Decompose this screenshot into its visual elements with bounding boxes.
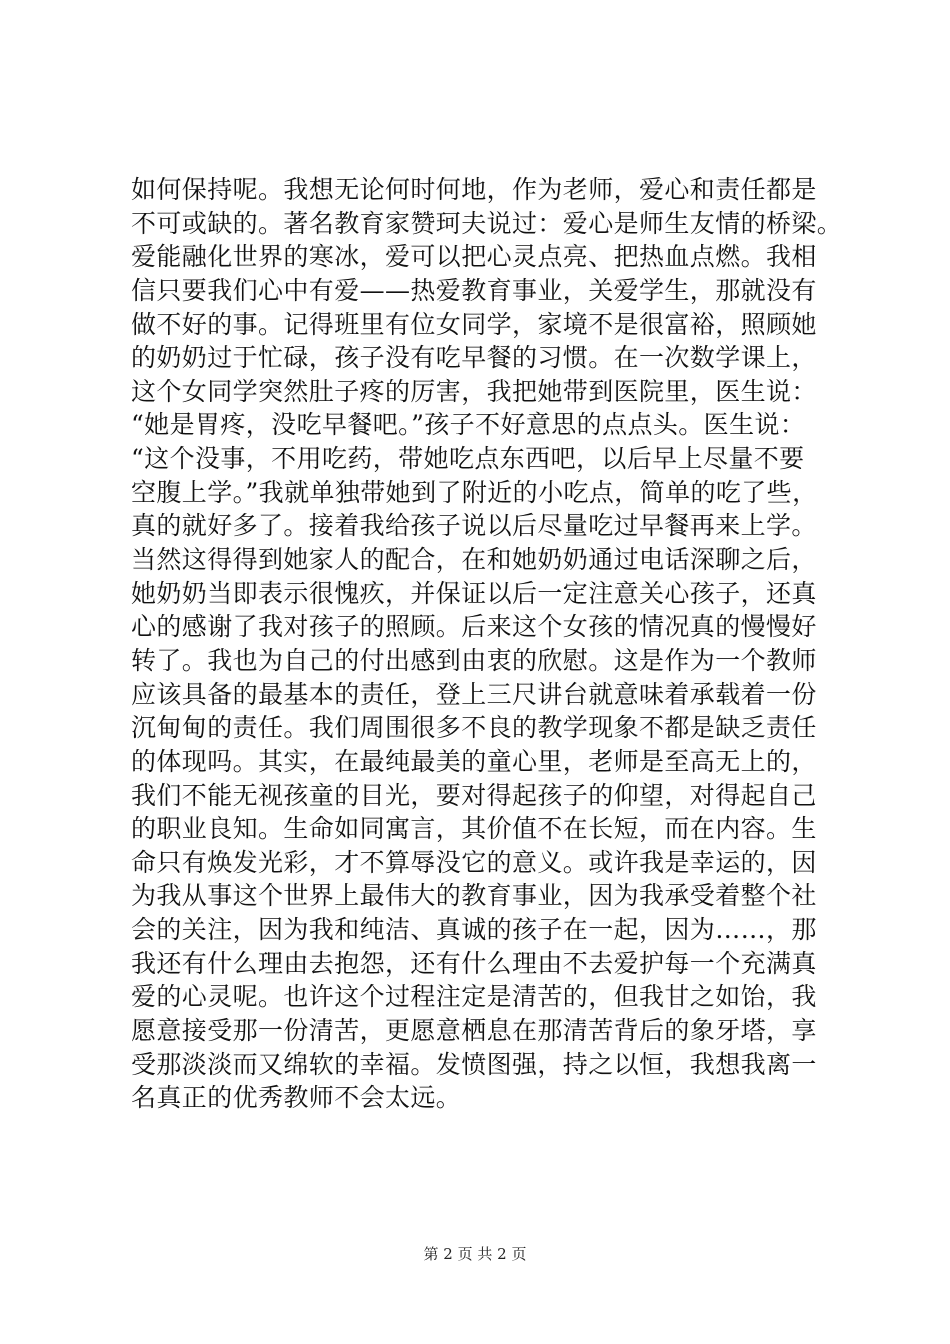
- text-line: 转了。我也为自己的付出感到由衷的欣慰。这是作为一个教师: [131, 645, 817, 675]
- text-line: 不可或缺的。著名教育家赞珂夫说过：爱心是师生友情的桥梁。: [131, 208, 843, 238]
- text-line: 我还有什么理由去抱怨，还有什么理由不去爱护每一个充满真: [131, 948, 817, 978]
- text-line: 命只有焕发光彩，才不算辱没它的意义。或许我是幸运的，因: [131, 847, 817, 877]
- text-line: 爱的心灵呢。也许这个过程注定是清苦的，但我甘之如饴，我: [131, 982, 817, 1012]
- text-line: 愿意接受那一份清苦，更愿意栖息在那清苦背后的象牙塔，享: [131, 1016, 817, 1046]
- page-footer: [0, 1244, 950, 1264]
- text-line: 应该具备的最基本的责任，登上三尺讲台就意味着承载着一份: [131, 679, 817, 709]
- text-line: 爱能融化世界的寒冰，爱可以把心灵点亮、把热血点燃。我相: [131, 242, 817, 272]
- text-line: “她是胃疼，没吃早餐吧。”孩子不好意思的点点头。医生说：: [131, 410, 806, 440]
- text-line: 受那淡淡而又绵软的幸福。发愤图强，持之以恒，我想我离一: [131, 1049, 817, 1079]
- text-line: 空腹上学。”我就单独带她到了附近的小吃点，简单的吃了些，: [131, 477, 818, 507]
- page-number: 第 2 页 共 2 页: [423, 1245, 527, 1263]
- body-text: [131, 173, 843, 1115]
- text-line: 这个女同学突然肚子疼的厉害，我把她带到医院里，医生说：: [131, 376, 817, 406]
- text-line: “这个没事，不用吃药，带她吃点东西吧，以后早上尽量不要: [131, 444, 805, 474]
- text-line: 沉甸甸的责任。我们周围很多不良的教学现象不都是缺乏责任: [131, 713, 817, 743]
- text-line: 名真正的优秀教师不会太远。: [131, 1083, 462, 1113]
- text-line: 的体现吗。其实，在最纯最美的童心里，老师是至高无上的，: [131, 746, 817, 776]
- text-line: 做不好的事。记得班里有位女同学，家境不是很富裕，照顾她: [131, 309, 817, 339]
- text-line: 我们不能无视孩童的目光，要对得起孩子的仰望，对得起自己: [131, 780, 817, 810]
- text-line: 信只要我们心中有爱——热爱教育事业，关爱学生，那就没有: [131, 275, 817, 305]
- text-line: 如何保持呢。我想无论何时何地，作为老师，爱心和责任都是: [131, 175, 817, 204]
- text-line: 会的关注，因为我和纯洁、真诚的孩子在一起，因为……，那: [131, 915, 817, 945]
- text-line: 当然这得得到她家人的配合，在和她奶奶通过电话深聊之后，: [131, 545, 817, 575]
- text-line: 的奶奶过于忙碌，孩子没有吃早餐的习惯。在一次数学课上，: [131, 343, 817, 373]
- text-line: 为我从事这个世界上最伟大的教育事业，因为我承受着整个社: [131, 881, 817, 911]
- text-line: 她奶奶当即表示很愧疚，并保证以后一定注意关心孩子，还真: [131, 578, 817, 608]
- text-line: 心的感谢了我对孩子的照顾。后来这个女孩的情况真的慢慢好: [131, 612, 817, 642]
- text-line: 真的就好多了。接着我给孩子说以后尽量吃过早餐再来上学。: [131, 511, 817, 541]
- text-line: 的职业良知。生命如同寓言，其价值不在长短，而在内容。生: [131, 814, 817, 844]
